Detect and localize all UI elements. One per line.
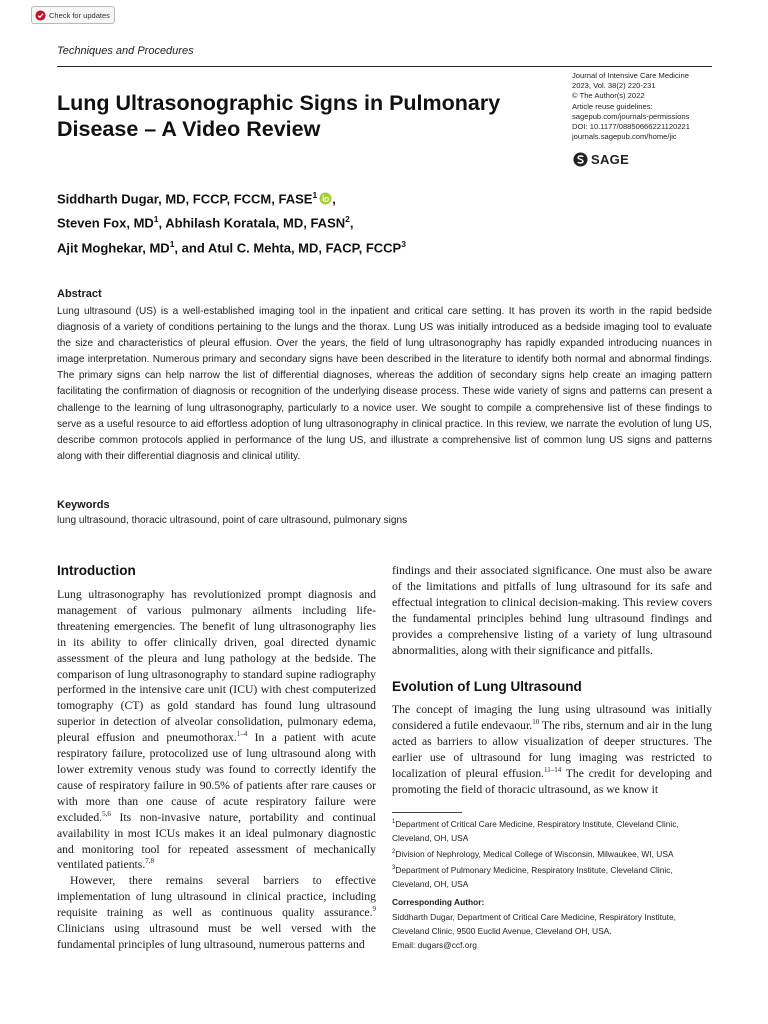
affiliation-marker: 3 (392, 865, 396, 872)
email-link[interactable]: dugars@ccf.org (417, 940, 477, 951)
introduction-paragraph-1 (57, 587, 376, 873)
sage-logo (573, 152, 629, 167)
evolution-heading: Evolution of Lung Ultrasound (392, 679, 582, 695)
left-column (57, 562, 376, 953)
author-separator: , (349, 215, 354, 231)
corresponding-author-heading: Corresponding Author: (392, 897, 485, 908)
affiliation-marker: 2 (392, 849, 396, 856)
author-name: Steven Fox, MD (57, 215, 154, 231)
journal-reuse-label: Article reuse guidelines: (572, 101, 653, 111)
author-line-3 (57, 234, 637, 258)
keywords-text: lung ultrasound, thoracic ultrasound, point of care ultrasound, pulmonary signs (57, 515, 408, 526)
affiliation-marker: 1 (312, 190, 318, 200)
affiliation-text: Department of Critical Care Medicine, Respiratory Institute, Cleveland Clinic, Cleveland, OH, USA (392, 818, 679, 843)
affiliation-1 (392, 815, 714, 845)
citation-marker[interactable]: 11–14 (543, 766, 562, 775)
author-name: , Abhilash Koratala, MD, FASN (158, 215, 346, 231)
right-column (392, 563, 712, 798)
affiliation-text: Division of Nephrology, Medical College of Wisconsin, Milwaukee, WI, USA (395, 849, 674, 859)
citation-marker[interactable]: 5,6 (102, 809, 111, 818)
author-name: Ajit Moghekar, MD (57, 239, 170, 255)
journal-volume: 2023, Vol. 38(2) 220-231 (572, 81, 656, 91)
sage-logo-icon (573, 152, 588, 167)
citation-marker[interactable]: 10 (532, 718, 540, 727)
affiliation-marker: 1 (169, 238, 175, 249)
paragraph-text: Its non-invasive nature, portability and continual availability in most ICUs makes it an ideal pulmonary diagnostic and monitoring tool for repeated assessment of mechanically ventilated patients. (57, 810, 376, 872)
corresponding-author-text: Siddharth Dugar, Department of Critical Care Medicine, Respiratory Institute, Cleveland Clinic, 9500 Euclid Avenue, Cleveland OH, USA. (392, 911, 676, 936)
paragraph-text: The credit for developing and promoting the field of thoracic ultrasound, as we know it (392, 767, 713, 796)
affiliation-marker: 2 (345, 214, 350, 225)
author-list (57, 185, 637, 258)
journal-copyright: © The Author(s) 2022 (572, 91, 645, 101)
header-rule (57, 66, 712, 67)
sage-logo-text: SAGE (591, 152, 630, 167)
affiliation-text: Department of Pulmonary Medicine, Respiratory Institute, Cleveland Clinic, Cleveland, OH, USA (392, 865, 673, 890)
footnotes (392, 815, 714, 952)
citation-marker[interactable]: 7,8 (145, 857, 155, 866)
paragraph-text: Clinicians using ultrasound must be well versed with the fundamental principles of lung ultrasound, numerous patterns and (57, 922, 376, 951)
author-name: , and Atul C. Mehta, MD, FACP, FCCP (174, 239, 402, 255)
abstract-heading: Abstract (57, 288, 102, 300)
journal-name: Journal of Intensive Care Medicine (572, 71, 689, 80)
article-title: Lung Ultrasonographic Signs in Pulmonary Disease – A Video Review (57, 91, 501, 141)
journal-reuse-link[interactable]: sagepub.com/journals-permissions (572, 111, 690, 121)
affiliation-marker: 1 (153, 214, 159, 225)
author-separator: , (332, 191, 336, 207)
abstract-text: Lung ultrasound (US) is a well-established imaging tool in the inpatient and critical care setting. It has proven its worth in the rapid bedside diagnosis of a variety of conditions pertaining to the lungs and the thorax. Lung US was initially introduced as a bedside imaging tool to evaluate the size and characteristics of pleural effusion. Over the years, the field of lung ultrasonography has rapidly expanded introducing nuances in image interpretation. Numerous primary and secondary signs have been described in the literature to identify both normal and abnormal findings. The primary signs can help narrow the list of differential diagnoses, whereas the addition of secondary signs help create an imaging pattern facilitating the confirmation of diagnosis or recognition of the underlying disease process. These wide variety of signs and patterns can present a challenge to the learning of lung ultrasonography, particularly to a novice user. We sought to compile a comprehensive list of these findings to serve as a useful resource to aid effortless adoption of lung ultrasonography in clinical practice. In this review, we narrate the evolution of lung US, describe common protocols applied in performance of the lung US, and illustrate a comprehensive list of common lung US signs and patterns along with their differential diagnosis and clinical utility. (57, 306, 712, 462)
check-for-updates-label: Check for updates (49, 10, 110, 20)
introduction-heading: Introduction (57, 563, 136, 578)
journal-doi[interactable]: DOI: 10.1177/08850666221120221 (572, 122, 690, 132)
update-icon (35, 10, 46, 21)
keywords-heading: Keywords (57, 499, 110, 511)
citation-marker[interactable]: 1–4 (236, 730, 248, 739)
evolution-paragraph (392, 702, 712, 797)
orcid-icon[interactable] (319, 192, 332, 205)
paragraph-text: The concept of imaging the lung using ultrasound was initially considered a futile endevaour. (392, 703, 712, 733)
paragraph-text: In a patient with acute respiratory failure, protocolized use of lung ultrasound along with lower extremity venous study was found to correctly identify the cause of respiratory failure in 90.5% of patients after rare causes or with more than one cause of acute respiratory failure were excluded. (57, 731, 376, 824)
author-name: Siddharth Dugar, MD, FCCP, FCCM, FASE (57, 191, 313, 207)
section-label: Techniques and Procedures (57, 45, 194, 57)
corresponding-author-email (392, 938, 714, 952)
journal-home-link[interactable]: journals.sagepub.com/home/jic (572, 132, 677, 142)
journal-info (572, 71, 722, 142)
citation-marker[interactable]: 9 (372, 905, 376, 914)
affiliation-2 (392, 845, 714, 861)
introduction-continuation: findings and their associated significance. One must also be aware of the limitations and pitfalls of lung ultrasound for its safe and effectual integration to clinical decision-making. This review covers the fundamental principles behind lung ultrasound findings and provides a comprehensive listing of a variety of lung ultrasound abnormalities, along with their significance and pitfalls. (392, 564, 712, 657)
paragraph-text: Lung ultrasonography has revolutionized prompt diagnosis and management of various pulmonary ailments including life-threatening emergencies. The benefit of lung ultrasonography lies in its ability to offer clinically driven, goal directed dynamic assessment of the pleura and lung pathology at the bedside. The comparison of lung ultrasonography to standard supine radiography performed in the intensive care unit (ICU) with chest computerized tomography (CT) as gold standard has found lung ultrasound superior in detection of alveolar consolidation, pulmonary edema, pleural effusion and pneumothorax. (57, 588, 376, 745)
footnote-rule (392, 812, 462, 813)
introduction-paragraph-2 (57, 873, 376, 953)
affiliation-marker: 3 (401, 238, 406, 249)
check-for-updates-button[interactable] (31, 6, 115, 24)
author-line-2 (57, 209, 637, 233)
affiliation-marker: 1 (392, 819, 396, 825)
author-line-1 (57, 185, 637, 209)
affiliation-3 (392, 861, 714, 891)
email-label: Email: (392, 940, 418, 951)
paragraph-text: However, there remains several barriers to effective implementation of lung ultrasound in clinical practice, including requisite training as well as continuous quality assurance. (57, 874, 376, 920)
paragraph-text: The ribs, sternum and air in the lung acted as barriers to allow visualization of deeper structures. The earlier use of ultrasound for lung imaging was restricted to localization of pleural effusion. (392, 719, 712, 781)
